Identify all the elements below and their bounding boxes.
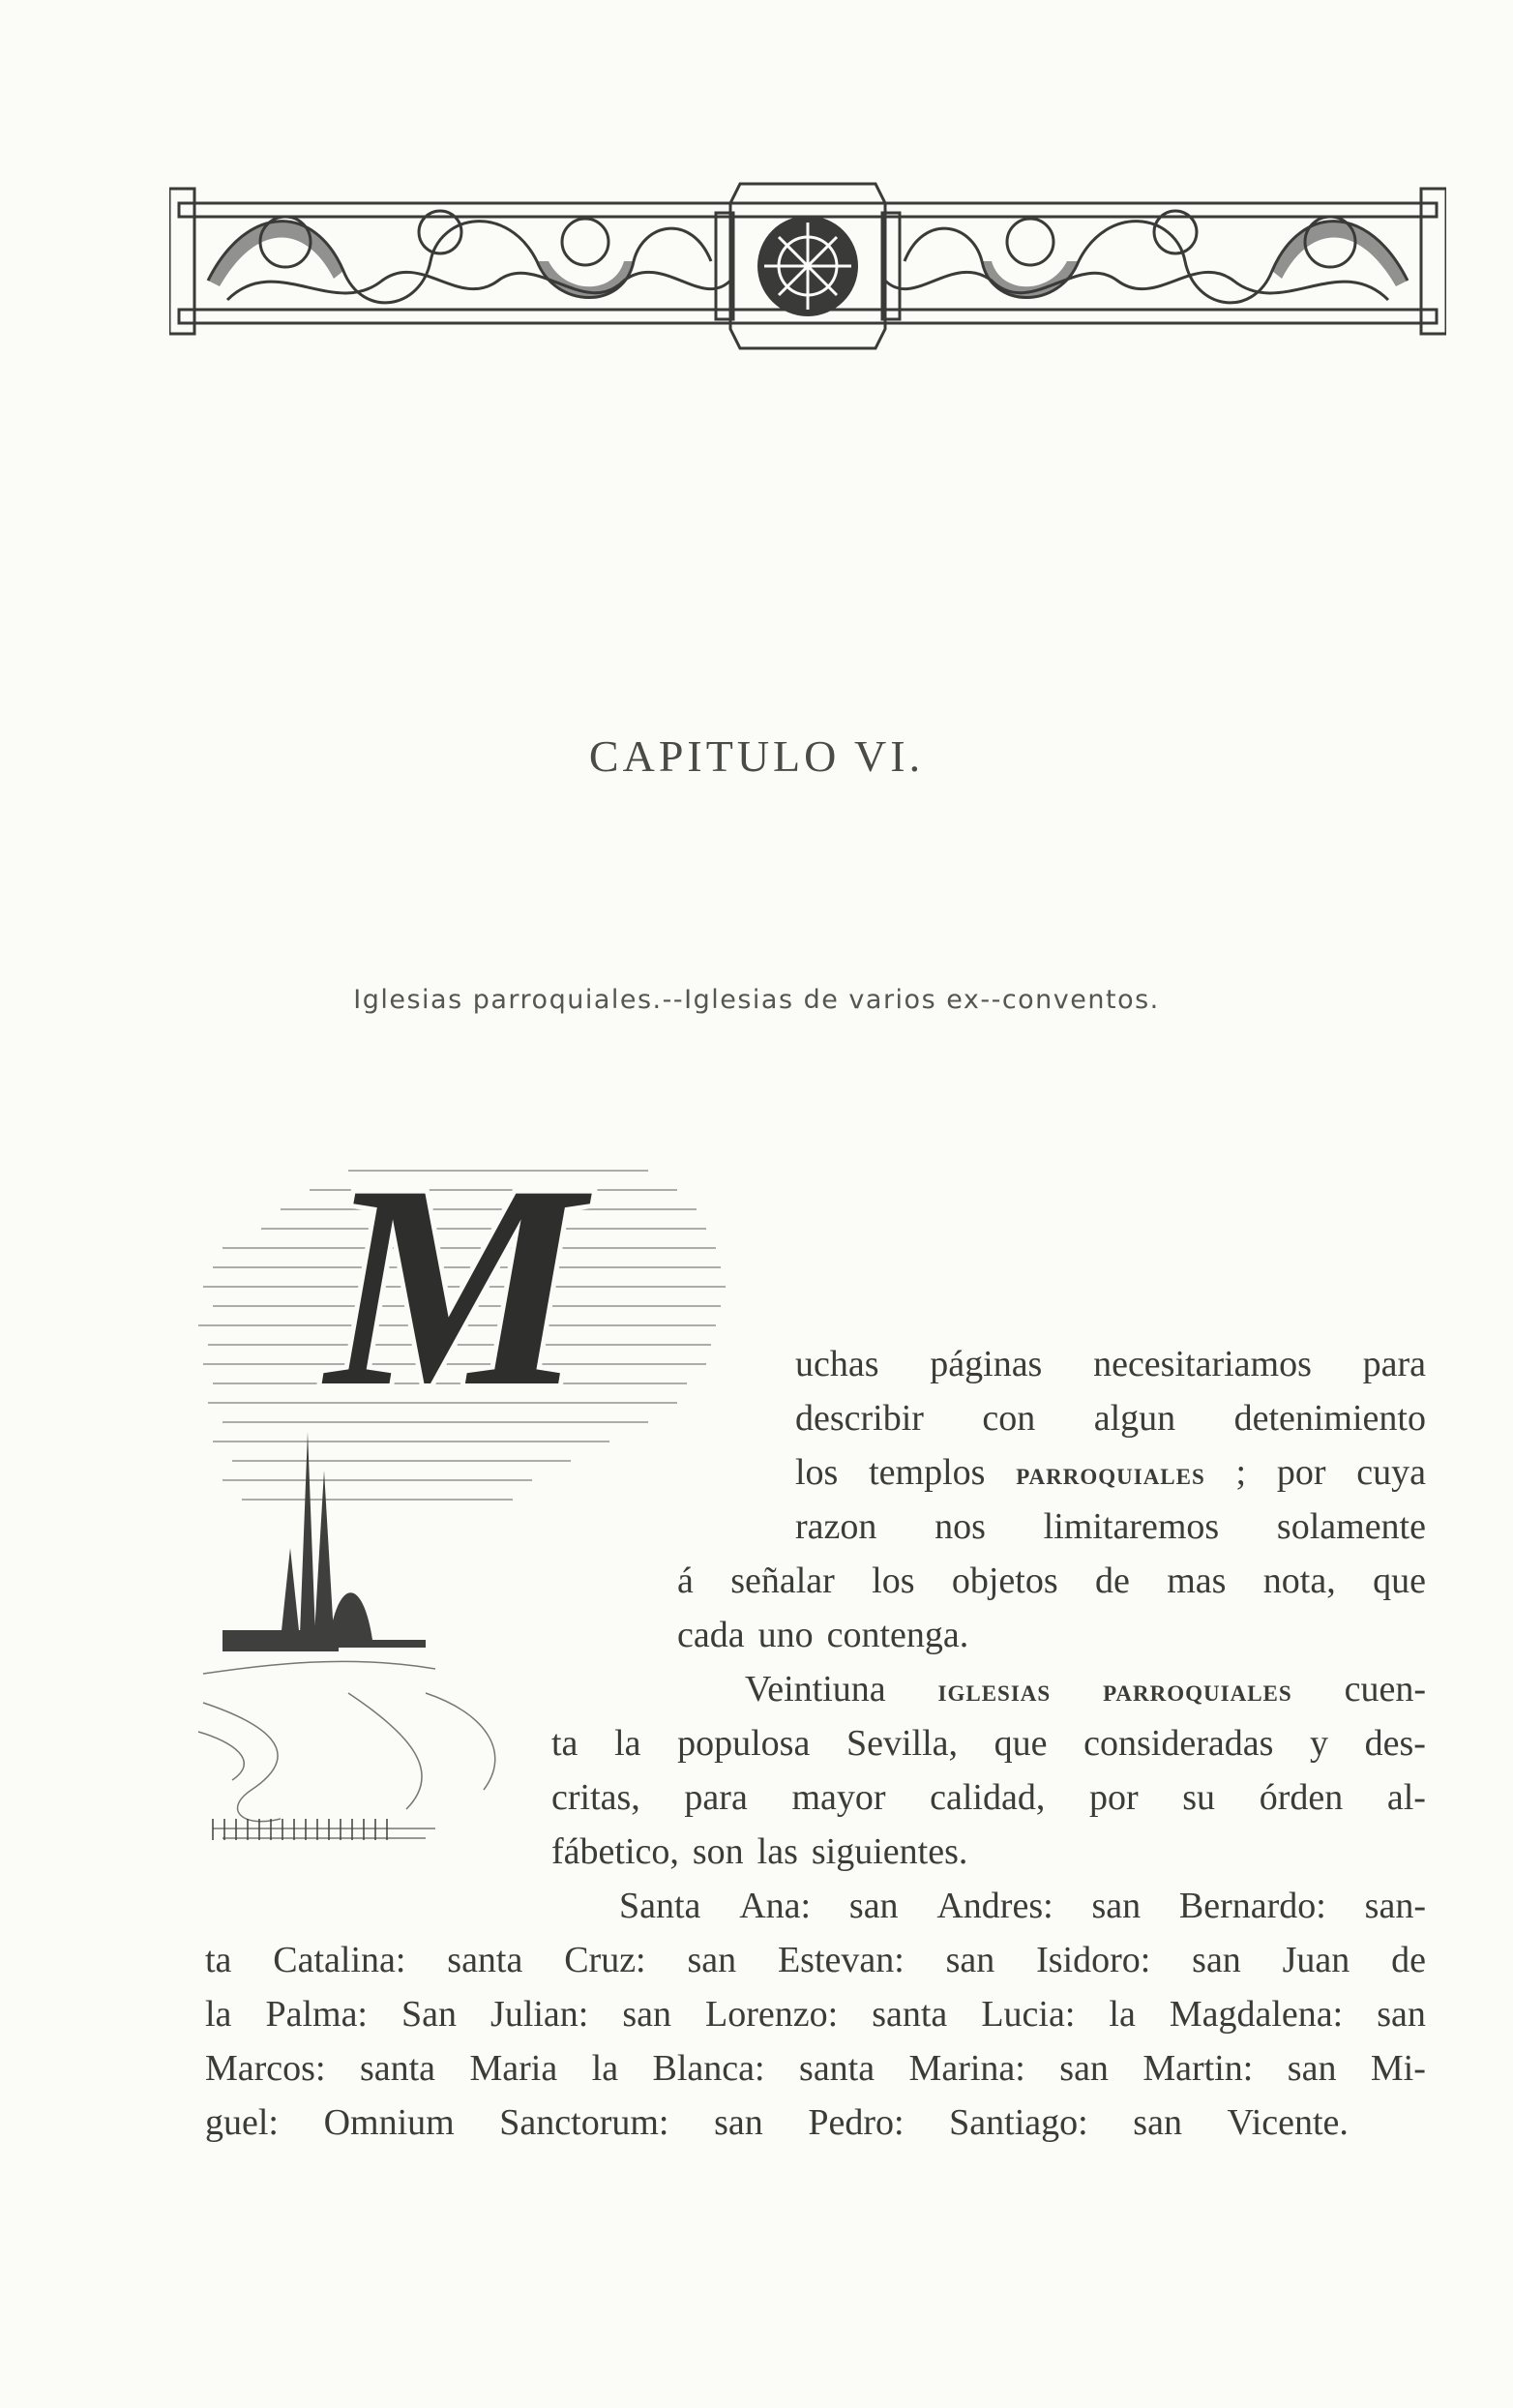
word: los	[872, 1561, 915, 1601]
text-line	[795, 1343, 1426, 1385]
word: páginas	[930, 1344, 1043, 1384]
word: san	[687, 1940, 737, 1980]
drop-cap-letter: M	[325, 1151, 584, 1446]
word: razon	[795, 1506, 877, 1547]
text-line	[551, 1722, 1426, 1765]
word: con	[982, 1398, 1036, 1439]
word: cuya	[1356, 1452, 1426, 1493]
word: san	[848, 1886, 899, 1926]
word: Sevilla,	[846, 1723, 959, 1764]
word: santa	[359, 2048, 436, 2089]
text-line	[677, 1560, 1426, 1602]
word: cada	[677, 1615, 745, 1655]
word: y	[1310, 1723, 1329, 1764]
word: Maria	[469, 2048, 558, 2089]
word: órden	[1259, 1777, 1344, 1818]
text-line	[205, 2101, 1349, 2144]
text-line	[795, 1451, 1426, 1494]
word: Estevan:	[777, 1940, 905, 1980]
text-line	[745, 1668, 1426, 1710]
text-line	[619, 1885, 1426, 1927]
word: Catalina:	[273, 1940, 406, 1980]
word: Isidoro:	[1036, 1940, 1151, 1980]
word: Lorenzo:	[705, 1994, 839, 2035]
word: san	[622, 1994, 672, 2035]
word: algun	[1093, 1398, 1176, 1439]
word: para	[684, 1777, 748, 1818]
word: populosa	[677, 1723, 811, 1764]
word: Omnium	[323, 2102, 455, 2143]
word: guel:	[205, 2102, 279, 2143]
word: son	[692, 1831, 744, 1872]
word: su	[1182, 1777, 1216, 1818]
word: Sanctorum:	[499, 2102, 669, 2143]
word: santa	[799, 2048, 875, 2089]
word: ta	[551, 1723, 578, 1764]
word: limitaremos	[1043, 1506, 1220, 1547]
word: Mi-	[1370, 2048, 1426, 2089]
word: de	[1391, 1940, 1426, 1980]
text-line	[205, 2047, 1426, 2090]
word: san	[1133, 2102, 1182, 2143]
word: san	[1059, 2048, 1109, 2089]
word: Marcos:	[205, 2048, 326, 2089]
word: Lucia:	[981, 1994, 1076, 2035]
word: por	[1088, 1777, 1139, 1818]
small-caps-word: parroquiales	[1016, 1457, 1205, 1492]
word: San	[401, 1994, 458, 2035]
text-line	[205, 1939, 1426, 1981]
word: san	[1287, 2048, 1337, 2089]
word: des-	[1364, 1723, 1426, 1764]
word: describir	[795, 1398, 924, 1439]
word: solamente	[1276, 1506, 1426, 1547]
word: Blanca:	[652, 2048, 765, 2089]
word: por	[1276, 1452, 1326, 1493]
word: Palma:	[265, 1994, 368, 2035]
word: necesitariamos	[1093, 1344, 1312, 1384]
text-line	[795, 1505, 1426, 1548]
word: san-	[1364, 1886, 1426, 1926]
word: Santa	[619, 1886, 701, 1926]
word: detenimiento	[1233, 1398, 1426, 1439]
word: critas,	[551, 1777, 640, 1818]
word: Juan	[1282, 1940, 1350, 1980]
word: siguientes.	[811, 1831, 968, 1872]
word: objetos	[951, 1561, 1058, 1601]
word: contenga.	[826, 1615, 969, 1655]
word: santa	[447, 1940, 523, 1980]
word: Ana:	[739, 1886, 812, 1926]
word: los	[795, 1452, 839, 1493]
word: Andres:	[936, 1886, 1053, 1926]
word: señalar	[730, 1561, 835, 1601]
word: uchas	[795, 1344, 879, 1384]
word: la	[1109, 1994, 1136, 2035]
word: san	[1091, 1886, 1142, 1926]
word: nos	[934, 1506, 986, 1547]
word: la	[591, 2048, 619, 2089]
word: Julian:	[490, 1994, 589, 2035]
word: Martin:	[1142, 2048, 1254, 2089]
word: uno	[757, 1615, 814, 1655]
word: nota,	[1262, 1561, 1336, 1601]
word: para	[1362, 1344, 1426, 1384]
word: Santiago:	[949, 2102, 1088, 2143]
word: templos	[869, 1452, 986, 1493]
word: mas	[1167, 1561, 1227, 1601]
word: Cruz:	[564, 1940, 646, 1980]
word: santa	[872, 1994, 948, 2035]
word: la	[614, 1723, 641, 1764]
word: Marina:	[908, 2048, 1025, 2089]
header-ornament-icon	[169, 164, 1446, 363]
text-line	[795, 1397, 1426, 1440]
word: Vicente.	[1227, 2102, 1349, 2143]
chapter-subtitle: Iglesias parroquiales.--Iglesias de varios ex--conventos.	[353, 985, 1160, 1015]
word: san	[945, 1940, 995, 1980]
word: Bernardo:	[1178, 1886, 1326, 1926]
word: mayor	[791, 1777, 886, 1818]
small-caps-word: iglesias	[937, 1674, 1052, 1709]
text-line	[551, 1776, 1426, 1819]
word: consideradas	[1083, 1723, 1274, 1764]
word: cuen-	[1344, 1669, 1426, 1709]
word: san	[1192, 1940, 1241, 1980]
text-line	[677, 1614, 1002, 1656]
word: ;	[1235, 1452, 1247, 1493]
word: las	[756, 1831, 798, 1872]
word: á	[677, 1561, 694, 1601]
word: san	[714, 2102, 763, 2143]
text-line	[205, 1993, 1426, 2036]
word: que	[1373, 1561, 1426, 1601]
word: ta	[205, 1940, 232, 1980]
word: Pedro:	[808, 2102, 905, 2143]
word: fábetico,	[551, 1831, 679, 1872]
word: san	[1377, 1994, 1426, 2035]
word: calidad,	[930, 1777, 1046, 1818]
word: la	[205, 1994, 232, 2035]
word: Veintiuna	[745, 1669, 886, 1709]
word: Magdalena:	[1169, 1994, 1344, 2035]
word: de	[1095, 1561, 1130, 1601]
word: al-	[1386, 1777, 1426, 1818]
text-line	[551, 1830, 1054, 1873]
word: que	[994, 1723, 1048, 1764]
small-caps-word: parroquiales	[1103, 1674, 1292, 1709]
chapter-title: CAPITULO VI.	[588, 731, 925, 781]
